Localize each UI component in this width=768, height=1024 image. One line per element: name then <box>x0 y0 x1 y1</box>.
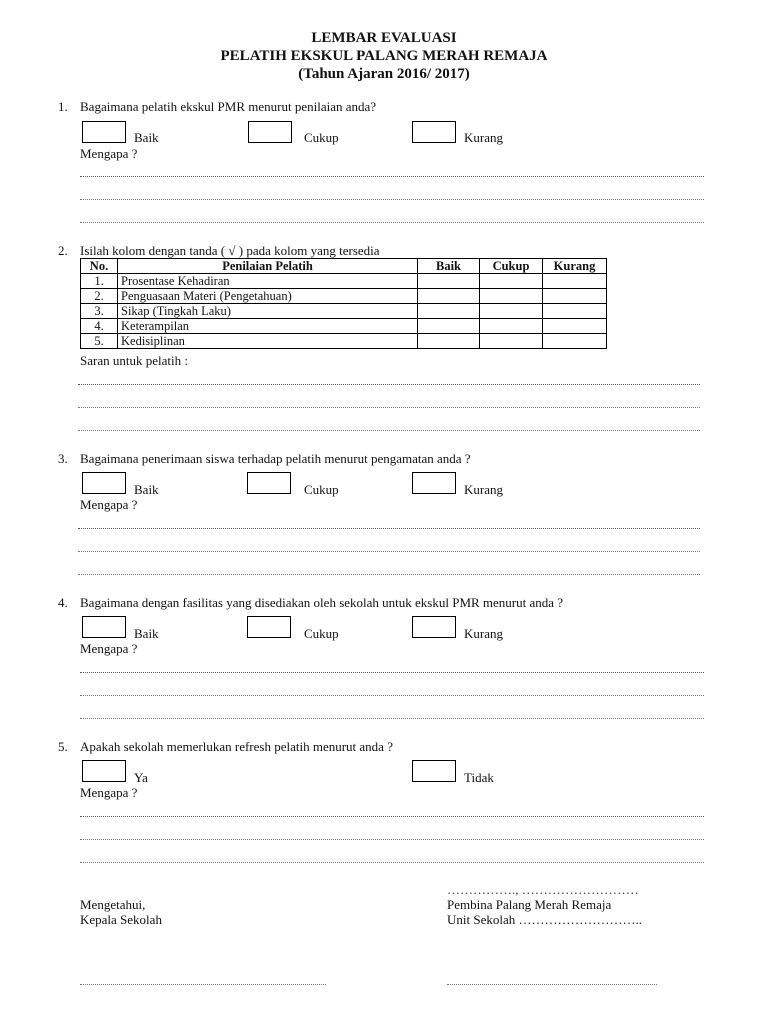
cell-baik[interactable] <box>418 334 480 349</box>
option-label: Tidak <box>464 770 494 785</box>
checkbox-kurang[interactable] <box>412 616 456 638</box>
checkbox-kurang[interactable] <box>412 121 456 143</box>
option-label: Kurang <box>464 482 503 497</box>
option-label: Cukup <box>304 482 339 497</box>
cell-kurang[interactable] <box>543 334 607 349</box>
cell-cukup[interactable] <box>480 274 543 289</box>
form-year: (Tahun Ajaran 2016/ 2017) <box>298 66 470 82</box>
row-number: 3. <box>81 304 118 319</box>
table-row <box>81 289 607 304</box>
answer-line[interactable] <box>80 839 704 840</box>
question-number: 3. <box>58 451 68 466</box>
signature-line[interactable] <box>447 984 657 985</box>
column-header: Baik <box>418 259 480 274</box>
answer-line[interactable] <box>80 199 704 200</box>
row-number: 1. <box>81 274 118 289</box>
answer-line[interactable] <box>80 816 704 817</box>
question-4-text: Bagaimana dengan fasilitas yang disediakan oleh sekolah untuk ekskul PMR menurut anda ? <box>80 595 564 610</box>
cell-baik[interactable] <box>418 319 480 334</box>
answer-line[interactable] <box>78 430 700 431</box>
row-number: 5. <box>81 334 118 349</box>
checkbox-cukup[interactable] <box>247 472 291 494</box>
option-label: Baik <box>134 130 159 145</box>
row-criterion: Prosentase Kehadiran <box>118 274 418 289</box>
question-1-text: Bagaimana pelatih ekskul PMR menurut penilaian anda? <box>80 99 377 114</box>
checkbox-tidak[interactable] <box>412 760 456 782</box>
signature-role: Kepala Sekolah <box>80 912 162 927</box>
answer-line[interactable] <box>80 695 704 696</box>
table-header-row <box>81 259 607 274</box>
answer-line[interactable] <box>78 407 700 408</box>
column-header: Kurang <box>543 259 607 274</box>
answer-line[interactable] <box>78 574 700 575</box>
cell-kurang[interactable] <box>543 274 607 289</box>
cell-cukup[interactable] <box>480 334 543 349</box>
question-number: 5. <box>58 739 68 754</box>
signature-role: Pembina Palang Merah Remaja <box>447 897 612 912</box>
cell-baik[interactable] <box>418 274 480 289</box>
school-unit-line: Unit Sekolah ……………………….. <box>447 912 642 927</box>
answer-line[interactable] <box>80 176 704 177</box>
column-header: Penilaian Pelatih <box>118 259 418 274</box>
row-number: 2. <box>81 289 118 304</box>
checkbox-kurang[interactable] <box>412 472 456 494</box>
signature-label: Mengetahui, <box>80 897 146 912</box>
question-number: 4. <box>58 595 68 610</box>
column-header: No. <box>81 259 118 274</box>
signature-line[interactable] <box>80 984 326 985</box>
option-label: Cukup <box>304 626 339 641</box>
cell-kurang[interactable] <box>543 289 607 304</box>
row-criterion: Keterampilan <box>118 319 418 334</box>
answer-line[interactable] <box>80 222 704 223</box>
checkbox-ya[interactable] <box>82 760 126 782</box>
cell-kurang[interactable] <box>543 319 607 334</box>
cell-cukup[interactable] <box>480 319 543 334</box>
cell-cukup[interactable] <box>480 289 543 304</box>
table-row <box>81 274 607 289</box>
why-label: Mengapa ? <box>80 497 138 512</box>
row-number: 4. <box>81 319 118 334</box>
answer-line[interactable] <box>78 551 700 552</box>
form-title: LEMBAR EVALUASI <box>311 30 457 46</box>
cell-baik[interactable] <box>418 289 480 304</box>
row-criterion: Sikap (Tingkah Laku) <box>118 304 418 319</box>
cell-kurang[interactable] <box>543 304 607 319</box>
question-5-text: Apakah sekolah memerlukan refresh pelatih menurut anda ? <box>80 739 393 754</box>
question-2-text: Isilah kolom dengan tanda ( √ ) pada kolom yang tersedia <box>80 243 380 258</box>
answer-line[interactable] <box>78 384 700 385</box>
row-criterion: Kedisiplinan <box>118 334 418 349</box>
column-header: Cukup <box>480 259 543 274</box>
why-label: Mengapa ? <box>80 146 138 161</box>
date-place-line[interactable]: ……………., ……………………… <box>447 882 639 897</box>
option-label: Kurang <box>464 130 503 145</box>
saran-label: Saran untuk pelatih : <box>80 353 188 368</box>
checkbox-cukup[interactable] <box>247 616 291 638</box>
answer-line[interactable] <box>80 672 704 673</box>
option-label: Baik <box>134 626 159 641</box>
checkbox-baik[interactable] <box>82 616 126 638</box>
question-3-text: Bagaimana penerimaan siswa terhadap pelatih menurut pengamatan anda ? <box>80 451 471 466</box>
option-label: Baik <box>134 482 159 497</box>
option-label: Ya <box>134 770 148 785</box>
why-label: Mengapa ? <box>80 641 138 656</box>
form-subtitle: PELATIH EKSKUL PALANG MERAH REMAJA <box>220 48 548 64</box>
row-criterion: Penguasaan Materi (Pengetahuan) <box>118 289 418 304</box>
question-number: 2. <box>58 243 68 258</box>
table-row <box>81 334 607 349</box>
evaluation-table <box>80 258 607 349</box>
option-label: Cukup <box>304 130 339 145</box>
checkbox-baik[interactable] <box>82 472 126 494</box>
checkbox-cukup[interactable] <box>248 121 292 143</box>
question-number: 1. <box>58 99 68 114</box>
answer-line[interactable] <box>78 528 700 529</box>
answer-line[interactable] <box>80 718 704 719</box>
why-label: Mengapa ? <box>80 785 138 800</box>
cell-cukup[interactable] <box>480 304 543 319</box>
table-row <box>81 304 607 319</box>
answer-line[interactable] <box>80 862 704 863</box>
table-row <box>81 319 607 334</box>
option-label: Kurang <box>464 626 503 641</box>
cell-baik[interactable] <box>418 304 480 319</box>
checkbox-baik[interactable] <box>82 121 126 143</box>
